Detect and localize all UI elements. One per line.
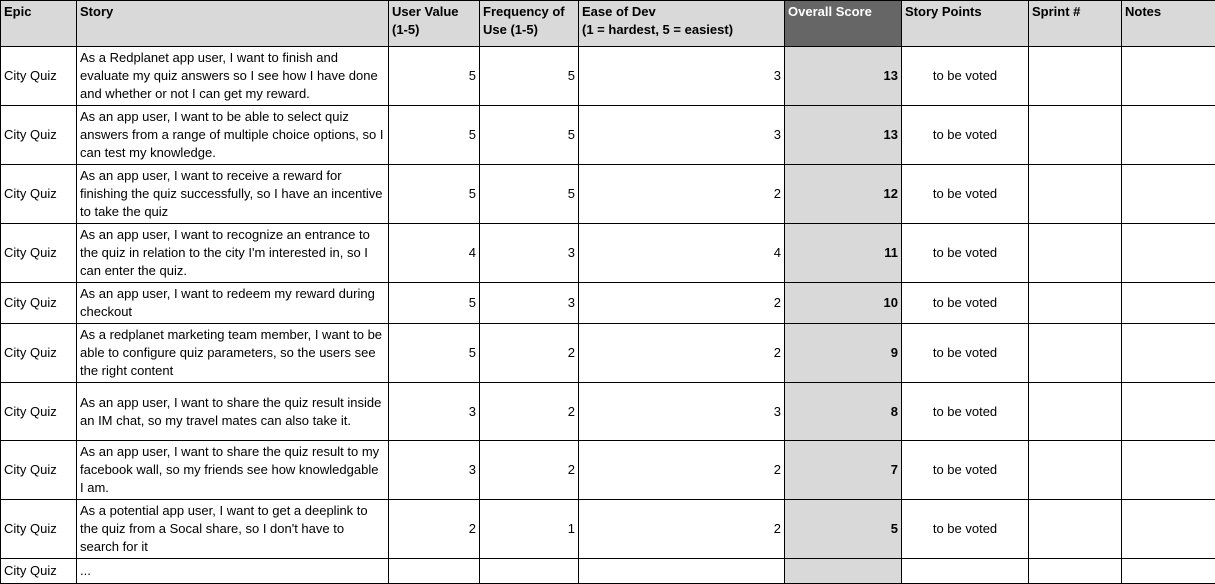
sprint-cell[interactable]: [1029, 441, 1122, 500]
header-frequency-range: Use (1-5): [483, 21, 575, 39]
table-row: [1, 441, 1215, 500]
header-overall-score-label: Overall Score: [788, 4, 872, 19]
story-points-cell[interactable]: to be voted: [902, 441, 1029, 500]
header-story[interactable]: [77, 1, 389, 47]
frequency-cell[interactable]: 1: [480, 500, 579, 559]
ease-cell[interactable]: 3: [579, 383, 785, 441]
story-cell[interactable]: As an app user, I want to share the quiz result to my facebook wall, so my friends see how knowledgable I am.: [77, 441, 389, 500]
notes-cell[interactable]: [1122, 283, 1215, 324]
ease-cell[interactable]: 3: [579, 47, 785, 106]
epic-cell[interactable]: City Quiz: [1, 47, 77, 106]
notes-cell[interactable]: [1122, 383, 1215, 441]
notes-cell[interactable]: [1122, 500, 1215, 559]
story-points-cell[interactable]: [902, 559, 1029, 584]
overall-score-cell[interactable]: 8: [785, 383, 902, 441]
epic-cell[interactable]: City Quiz: [1, 383, 77, 441]
frequency-cell[interactable]: 5: [480, 47, 579, 106]
overall-score-cell[interactable]: [785, 559, 902, 584]
story-points-cell[interactable]: to be voted: [902, 224, 1029, 283]
notes-cell[interactable]: [1122, 441, 1215, 500]
overall-score-cell[interactable]: 13: [785, 106, 902, 165]
epic-cell[interactable]: City Quiz: [1, 106, 77, 165]
header-story-points-label: Story Points: [905, 4, 982, 19]
ease-cell[interactable]: 2: [579, 165, 785, 224]
epic-cell[interactable]: City Quiz: [1, 441, 77, 500]
table-row: [1, 500, 1215, 559]
table-row: [1, 559, 1215, 584]
header-user-value-range: (1-5): [392, 21, 476, 39]
user-value-cell[interactable]: 5: [389, 106, 480, 165]
story-cell[interactable]: As an app user, I want to receive a reward for finishing the quiz successfully, so I have an incentive to take the quiz: [77, 165, 389, 224]
story-points-cell[interactable]: to be voted: [902, 47, 1029, 106]
header-notes[interactable]: [1122, 1, 1215, 47]
overall-score-cell[interactable]: 12: [785, 165, 902, 224]
frequency-cell[interactable]: 3: [480, 283, 579, 324]
sprint-cell[interactable]: [1029, 383, 1122, 441]
user-value-cell[interactable]: 2: [389, 500, 480, 559]
epic-cell[interactable]: City Quiz: [1, 224, 77, 283]
overall-score-cell[interactable]: 11: [785, 224, 902, 283]
user-value-cell[interactable]: [389, 559, 480, 584]
sprint-cell[interactable]: [1029, 165, 1122, 224]
notes-cell[interactable]: [1122, 165, 1215, 224]
header-sprint[interactable]: [1029, 1, 1122, 47]
sprint-cell[interactable]: [1029, 47, 1122, 106]
header-overall-score[interactable]: [785, 1, 902, 47]
story-cell[interactable]: As an app user, I want to recognize an entrance to the quiz in relation to the city I'm interested in, so I can enter the quiz.: [77, 224, 389, 283]
epic-cell[interactable]: City Quiz: [1, 559, 77, 584]
story-cell[interactable]: As a potential app user, I want to get a deeplink to the quiz from a Socal share, so I don't have to search for it: [77, 500, 389, 559]
header-epic-label: Epic: [4, 4, 31, 19]
overall-score-cell[interactable]: 7: [785, 441, 902, 500]
overall-score-cell[interactable]: 9: [785, 324, 902, 383]
overall-score-cell[interactable]: 10: [785, 283, 902, 324]
frequency-cell[interactable]: 3: [480, 224, 579, 283]
header-frequency-label: Frequency of: [483, 3, 575, 21]
notes-cell[interactable]: [1122, 559, 1215, 584]
notes-cell[interactable]: [1122, 324, 1215, 383]
header-notes-label: Notes: [1125, 4, 1161, 19]
frequency-cell[interactable]: 5: [480, 106, 579, 165]
sprint-cell[interactable]: [1029, 559, 1122, 584]
header-ease[interactable]: [579, 1, 785, 47]
header-ease-label: Ease of Dev: [582, 3, 781, 21]
header-sprint-label: Sprint #: [1032, 4, 1080, 19]
header-row: [1, 1, 1215, 47]
frequency-cell[interactable]: [480, 559, 579, 584]
story-cell[interactable]: ...: [77, 559, 389, 584]
header-ease-range: (1 = hardest, 5 = easiest): [582, 21, 781, 39]
sprint-cell[interactable]: [1029, 324, 1122, 383]
frequency-cell[interactable]: 2: [480, 441, 579, 500]
ease-cell[interactable]: 2: [579, 441, 785, 500]
ease-cell[interactable]: 2: [579, 324, 785, 383]
sprint-cell[interactable]: [1029, 224, 1122, 283]
table-row: [1, 47, 1215, 106]
table-row: [1, 324, 1215, 383]
user-value-cell[interactable]: 5: [389, 283, 480, 324]
user-value-cell[interactable]: 5: [389, 47, 480, 106]
sprint-cell[interactable]: [1029, 283, 1122, 324]
overall-score-cell[interactable]: 13: [785, 47, 902, 106]
frequency-cell[interactable]: 2: [480, 383, 579, 441]
story-points-cell[interactable]: to be voted: [902, 106, 1029, 165]
user-value-cell[interactable]: 4: [389, 224, 480, 283]
table-row: [1, 224, 1215, 283]
header-user-value[interactable]: [389, 1, 480, 47]
table-row: [1, 383, 1215, 441]
sprint-cell[interactable]: [1029, 500, 1122, 559]
user-value-cell[interactable]: 3: [389, 383, 480, 441]
ease-cell[interactable]: 3: [579, 106, 785, 165]
user-value-cell[interactable]: 5: [389, 324, 480, 383]
frequency-cell[interactable]: 2: [480, 324, 579, 383]
ease-cell[interactable]: 2: [579, 283, 785, 324]
story-points-cell[interactable]: to be voted: [902, 283, 1029, 324]
ease-cell[interactable]: 2: [579, 500, 785, 559]
table-row: [1, 106, 1215, 165]
story-points-cell[interactable]: to be voted: [902, 324, 1029, 383]
header-user-value-label: User Value: [392, 3, 476, 21]
sprint-cell[interactable]: [1029, 106, 1122, 165]
overall-score-cell[interactable]: 5: [785, 500, 902, 559]
story-points-cell[interactable]: to be voted: [902, 165, 1029, 224]
header-epic[interactable]: [1, 1, 77, 47]
story-cell[interactable]: As a redplanet marketing team member, I want to be able to configure quiz parameters, so the users see the right content: [77, 324, 389, 383]
story-cell[interactable]: As an app user, I want to redeem my reward during checkout: [77, 283, 389, 324]
header-story-points[interactable]: [902, 1, 1029, 47]
epic-cell[interactable]: City Quiz: [1, 500, 77, 559]
frequency-cell[interactable]: 5: [480, 165, 579, 224]
notes-cell[interactable]: [1122, 106, 1215, 165]
ease-cell[interactable]: [579, 559, 785, 584]
table-row: [1, 283, 1215, 324]
story-points-cell[interactable]: to be voted: [902, 383, 1029, 441]
story-points-cell[interactable]: to be voted: [902, 500, 1029, 559]
epic-cell[interactable]: City Quiz: [1, 324, 77, 383]
epic-cell[interactable]: City Quiz: [1, 165, 77, 224]
epic-cell[interactable]: City Quiz: [1, 283, 77, 324]
table-row: [1, 165, 1215, 224]
notes-cell[interactable]: [1122, 47, 1215, 106]
story-cell[interactable]: As a Redplanet app user, I want to finish and evaluate my quiz answers so I see how I have done and whether or not I can get my reward.: [77, 47, 389, 106]
notes-cell[interactable]: [1122, 224, 1215, 283]
ease-cell[interactable]: 4: [579, 224, 785, 283]
story-cell[interactable]: As an app user, I want to share the quiz result inside an IM chat, so my travel mates can also take it.: [77, 383, 389, 441]
story-cell[interactable]: As an app user, I want to be able to select quiz answers from a range of multiple choice options, so I can test my knowledge.: [77, 106, 389, 165]
user-value-cell[interactable]: 3: [389, 441, 480, 500]
header-frequency[interactable]: [480, 1, 579, 47]
header-story-label: Story: [80, 4, 113, 19]
user-value-cell[interactable]: 5: [389, 165, 480, 224]
